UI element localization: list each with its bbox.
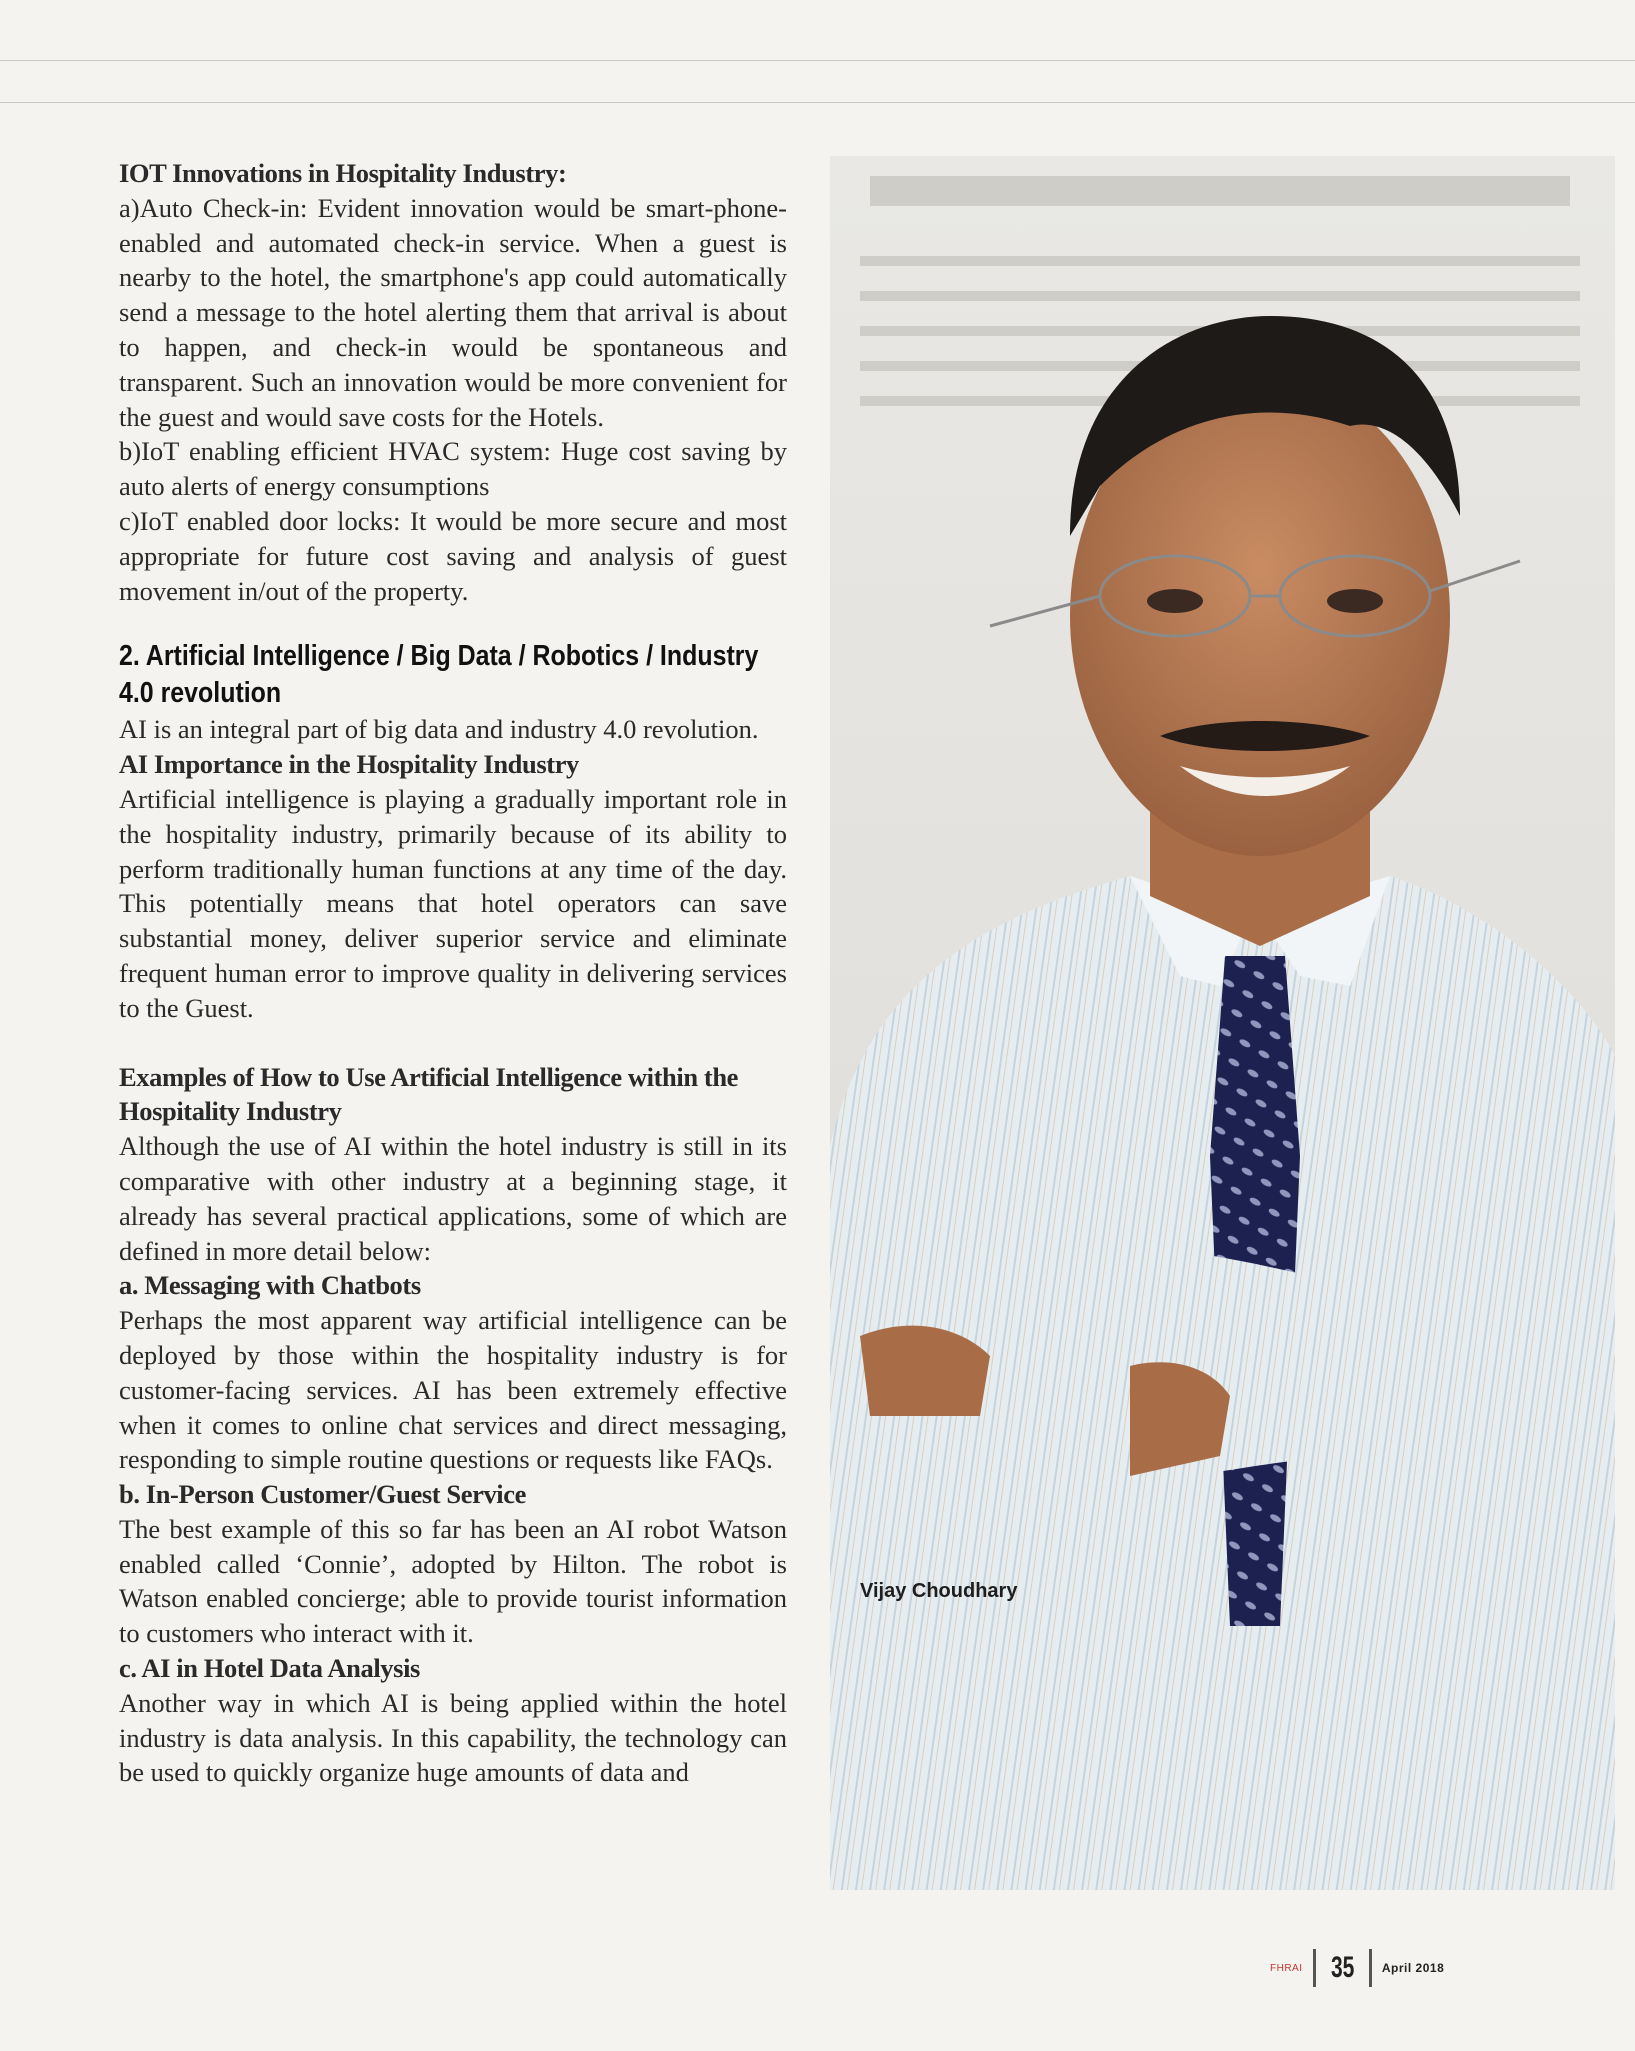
in-person-text: The best example of this so far has been an AI robot Watson enabled called ‘Connie’, adopted by Hilton. The robot is Watson enabled concierge; able to provide tourist information to customers who interact with it. — [119, 1513, 787, 1649]
iot-item-c: c)IoT enabled door locks: It would be more secure and most appropriate for future cost saving and analysis of guest movement in/out of the property. — [119, 505, 787, 606]
footer-divider — [1313, 1949, 1316, 1987]
portrait-illustration — [830, 156, 1615, 1890]
issue-date: April 2018 — [1381, 1961, 1445, 1975]
page-footer — [1270, 1948, 1444, 1988]
page-number: 35 — [1330, 1951, 1354, 1984]
messaging-heading: a. Messaging with Chatbots — [119, 1270, 421, 1301]
ai-importance-heading: AI Importance in the Hospitality Industry — [119, 749, 579, 780]
section2-heading: 2. Artificial Intelligence / Big Data / Robotics / Industry 4.0 revolution — [119, 640, 759, 710]
data-analysis-heading: c. AI in Hotel Data Analysis — [119, 1653, 420, 1684]
examples-heading: Examples of How to Use Artificial Intelligence within the Hospitality Industry — [119, 1061, 739, 1127]
iot-item-b: b)IoT enabling efficient HVAC system: Huge cost saving by auto alerts of energy consumptions — [119, 436, 787, 502]
magazine-logo: FHRAI — [1270, 1962, 1303, 1974]
iot-item-a: a)Auto Check-in: Evident innovation would be smart-phone-enabled and automated check-in service. When a guest is nearby to the hotel, the smartphone's app could automatically send a message to the hotel alerting them that arrival is about to happen, and check-in would be spontaneous and transparent. Such an innovation would be more convenient for the guest and would save costs for the Hotels. — [119, 192, 787, 432]
section2-intro: AI is an integral part of big data and industry 4.0 revolution. — [119, 714, 759, 745]
iot-heading: IOT Innovations in Hospitality Industry: — [119, 158, 567, 188]
photo-caption: Vijay Choudhary — [860, 1580, 1018, 1602]
footer-divider-2 — [1369, 1949, 1372, 1987]
top-rule-lower — [0, 102, 1635, 103]
examples-intro: Although the use of AI within the hotel industry is still in its comparative with other industry at a beginning stage, it already has several practical applications, some of which are defined in more detail below: — [119, 1131, 787, 1266]
in-person-heading: b. In-Person Customer/Guest Service — [119, 1479, 526, 1510]
data-analysis-text: Another way in which AI is being applied within the hotel industry is data analysis. In this capability, the technology can be used to quickly organize huge amounts of data and — [119, 1687, 787, 1788]
ai-importance-text: Artificial intelligence is playing a gradually important role in the hospitality industry, primarily because of its ability to perform traditionally human functions at any time of the day. This potentially means that hotel operators can save substantial money, deliver superior service and eliminate frequent human error to improve quality in delivering services to the Guest. — [119, 783, 787, 1023]
top-rule — [0, 60, 1635, 61]
article-column — [119, 156, 787, 1790]
messaging-text: Perhaps the most apparent way artificial intelligence can be deployed by those within the hospitality industry is for customer-facing services. AI has been extremely effective when it comes to online chat services and direct messaging, responding to simple routine questions or requests like FAQs. — [119, 1305, 787, 1475]
portrait-photo — [830, 156, 1615, 1890]
